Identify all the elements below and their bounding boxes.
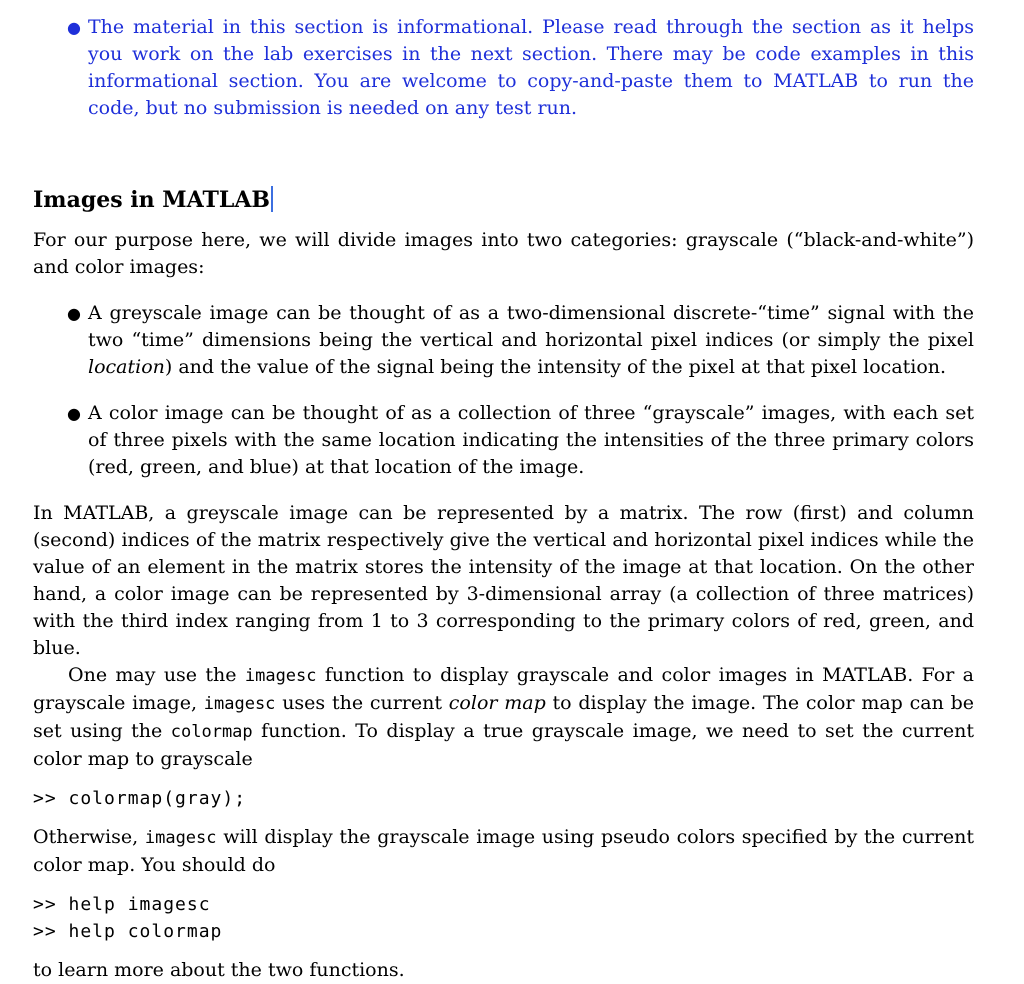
code-help-colormap: >> help colormap bbox=[33, 921, 223, 942]
info-bullet-text: The material in this section is informational. Please read through the section as it helps you work on the lab exercises in the next section. There may be code examples in this informational section. You are welcome to copy-and-paste them to MATLAB to run the code, but no submission is needed on any test run. bbox=[88, 16, 974, 119]
code-block-colormap: >> colormap(gray); bbox=[33, 788, 247, 809]
code-help-imagesc: >> help imagesc bbox=[33, 894, 211, 915]
imagesc-text-c: uses the current bbox=[275, 692, 449, 714]
bullet-grayscale-text-a: A greyscale image can be thought of as a two-dimensional discrete-“time” signal with the two “time” dimensions being the vertical and horizontal pixel indices (or simply the pixel bbox=[88, 302, 974, 351]
section-heading bbox=[33, 185, 974, 215]
imagesc-text-e: function. To display a true grayscale image, we need to set the current color map to grayscale bbox=[33, 720, 974, 770]
color-map-emphasis: color map bbox=[448, 692, 546, 714]
code-imagesc-3: imagesc bbox=[144, 828, 217, 848]
info-bullet bbox=[33, 14, 974, 122]
otherwise-paragraph bbox=[33, 824, 974, 879]
code-imagesc-2: imagesc bbox=[203, 694, 276, 714]
imagesc-text-d: to display the image. The color map can be set using the bbox=[33, 692, 975, 742]
section-title: Images in MATLAB bbox=[33, 187, 270, 213]
otherwise-text-a: Otherwise, bbox=[33, 826, 145, 848]
bullet-color bbox=[33, 400, 974, 481]
bullet-grayscale-text-b: ) and the value of the signal being the intensity of the pixel at that pixel location. bbox=[164, 356, 947, 378]
bullet-dot-icon: ● bbox=[67, 304, 81, 323]
bullet-dot-icon: ● bbox=[67, 404, 81, 423]
imagesc-text-b: function to display grayscale and color images in MATLAB. For a grayscale image, bbox=[33, 664, 974, 714]
imagesc-text-a: One may use the bbox=[68, 664, 245, 686]
code-colormap: colormap bbox=[170, 722, 253, 742]
bullet-color-text: A color image can be thought of as a collection of three “grayscale” images, with each set of three pixels with the same location indicating the intensities of the three primary colors (red, green, and blue) at that location of the image. bbox=[88, 402, 974, 478]
code-block-help bbox=[33, 891, 974, 945]
closing-paragraph: to learn more about the two functions. bbox=[33, 959, 405, 981]
bullet-grayscale bbox=[33, 300, 974, 381]
otherwise-text-b: will display the grayscale image using pseudo colors specified by the current color map. You should do bbox=[33, 826, 974, 876]
bullet-dot-icon: ● bbox=[67, 18, 81, 37]
document-page bbox=[33, 14, 974, 984]
bullet-grayscale-emphasis: location bbox=[88, 356, 165, 378]
matlab-paragraph: In MATLAB, a greyscale image can be represented by a matrix. The row (first) and column (second) indices of the matrix respectively give the vertical and horizontal pixel indices while the value of an element in the matrix stores the intensity of the image at that location. On the other hand, a color image can be represented by 3-dimensional array (a collection of three matrices) with the third index ranging from 1 to 3 corresponding to the primary colors of red, green, and blue. bbox=[33, 502, 974, 659]
imagesc-paragraph bbox=[33, 662, 974, 773]
code-imagesc: imagesc bbox=[244, 666, 317, 686]
text-cursor bbox=[271, 186, 273, 212]
intro-paragraph: For our purpose here, we will divide images into two categories: grayscale (“black-and-white”) and color images: bbox=[33, 229, 974, 278]
